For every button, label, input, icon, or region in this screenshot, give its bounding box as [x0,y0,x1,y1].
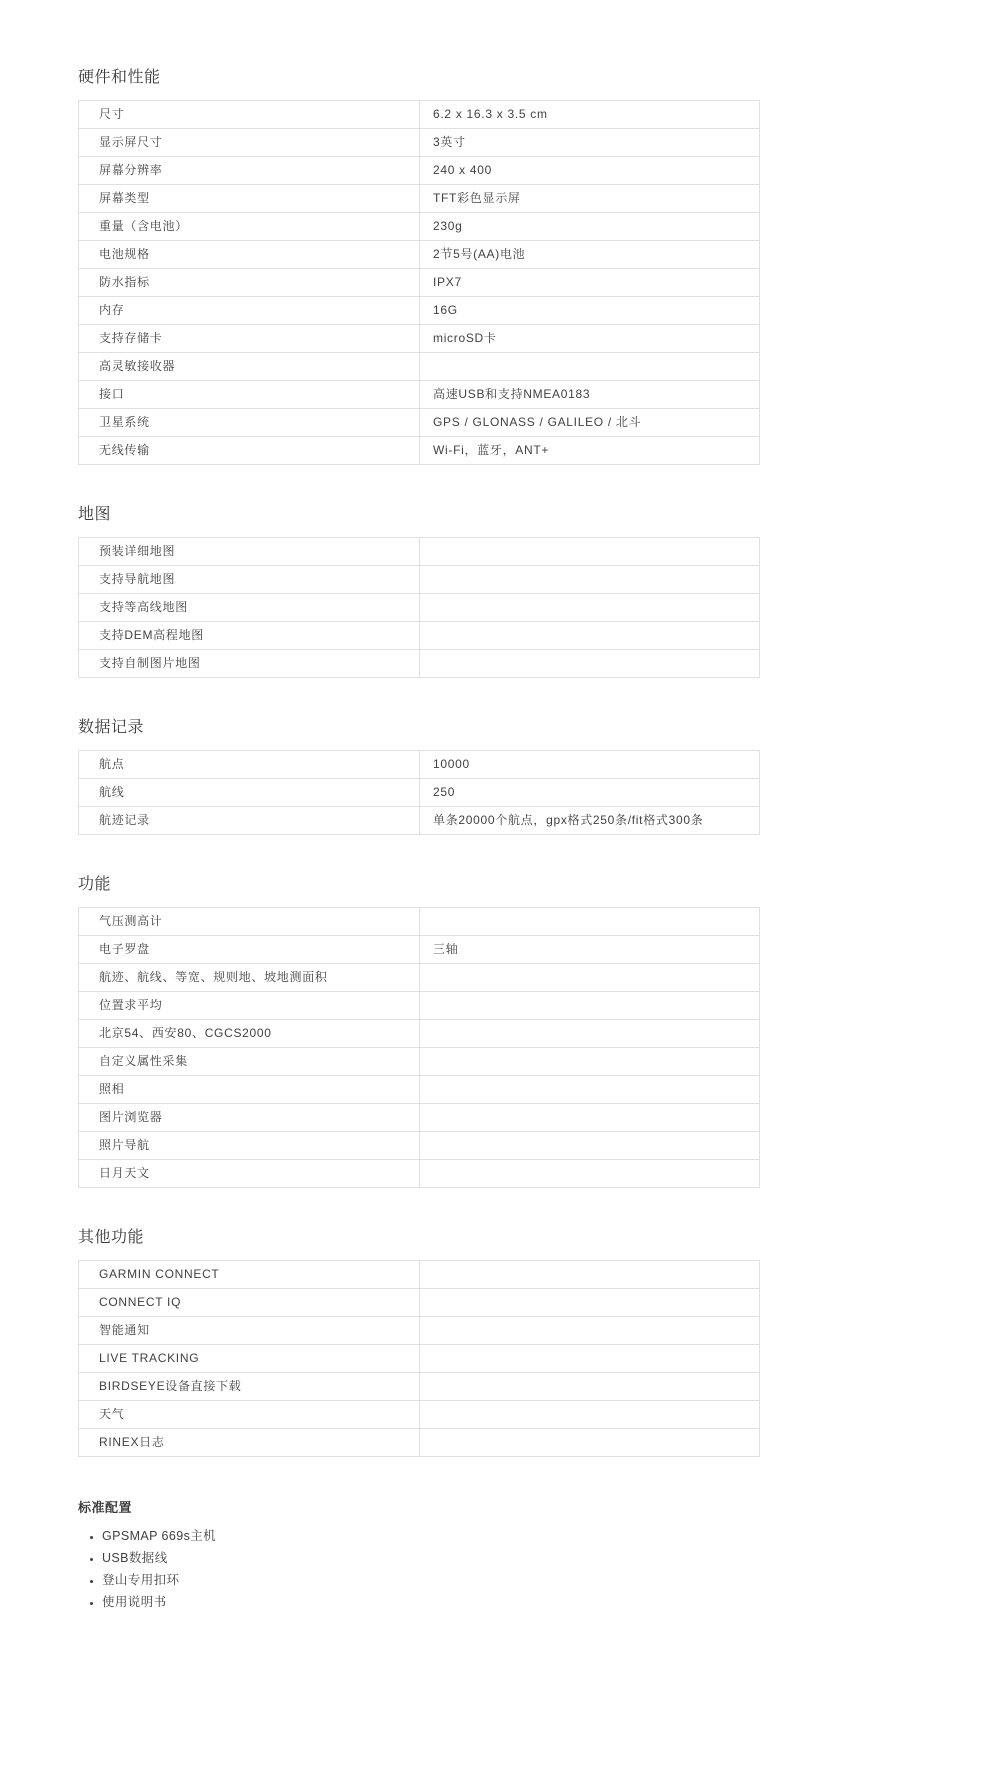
spec-row-value [419,1076,759,1103]
spec-row [79,650,759,678]
spec-row [79,1289,759,1317]
spec-row-label: 支持DEM高程地图 [99,628,204,642]
spec-row-label: 北京54、西安80、CGCS2000 [99,1026,272,1040]
spec-row-value [419,1345,759,1372]
spec-row-label: 支持等高线地图 [99,600,188,614]
spec-row-value: IPX7 [419,269,759,296]
spec-row [79,538,759,566]
spec-row-value: TFT彩色显示屏 [419,185,759,212]
spec-row-value [419,566,759,593]
section-title: 硬件和性能 [78,69,161,86]
section-title: 功能 [78,876,112,893]
spec-row-label: RINEX日志 [99,1435,165,1449]
spec-row [79,566,759,594]
spec-row-value [419,1373,759,1400]
spec-row-value: 240 x 400 [419,157,759,184]
spec-row-value [419,594,759,621]
spec-row [79,381,759,409]
spec-row [79,1160,759,1188]
spec-row-value: 3英寸 [419,129,759,156]
spec-row-value [419,1132,759,1159]
spec-row-value: 高速USB和支持NMEA0183 [419,381,759,408]
section-title: 其他功能 [78,1229,145,1246]
spec-row-value: 6.2 x 16.3 x 3.5 cm [419,101,759,128]
spec-row-label: 照片导航 [99,1138,150,1152]
spec-row [79,1048,759,1076]
spec-row-value [419,1429,759,1456]
spec-row [79,129,759,157]
spec-row-label: GARMIN CONNECT [99,1267,220,1281]
spec-sections [78,64,762,1457]
spec-row-label: 接口 [99,387,125,401]
spec-row-label: 支持存储卡 [99,331,163,345]
package-item: • USB数据线 [102,1550,762,1567]
spec-row-value: 16G [419,297,759,324]
spec-row [79,1261,759,1289]
spec-row-label: 重量（含电池） [99,219,188,233]
spec-row-label: 卫星系统 [99,415,150,429]
spec-row [79,437,759,465]
spec-row-value [419,964,759,991]
spec-row [79,1020,759,1048]
spec-row [79,1104,759,1132]
spec-row [79,1373,759,1401]
spec-row-label: 航迹、航线、等宽、规则地、坡地测面积 [99,970,328,984]
spec-row [79,751,759,779]
spec-row-label: 屏幕分辨率 [99,163,163,177]
spec-row-value: microSD卡 [419,325,759,352]
spec-row-value [419,1261,759,1288]
spec-table [78,537,760,678]
spec-row-value: Wi-Fi，蓝牙，ANT+ [419,437,759,464]
spec-table [78,1260,760,1457]
spec-table [78,907,760,1188]
spec-row-value [419,622,759,649]
spec-row-label: 日月天文 [99,1166,150,1180]
spec-row [79,353,759,381]
spec-row-value [419,650,759,677]
spec-row [79,297,759,325]
spec-row-value [419,1104,759,1131]
spec-row [79,807,759,835]
spec-row [79,936,759,964]
spec-row-value: 三轴 [419,936,759,963]
spec-row [79,325,759,353]
spec-row-value: GPS / GLONASS / GALILEO / 北斗 [419,409,759,436]
spec-row [79,1345,759,1373]
spec-row [79,1132,759,1160]
spec-row [79,594,759,622]
section-title: 地图 [78,506,112,523]
spec-row-label: 无线传输 [99,443,150,457]
spec-row-label: 图片浏览器 [99,1110,163,1124]
spec-row-label: 照相 [99,1082,125,1096]
spec-row [79,213,759,241]
spec-row-value: 230g [419,213,759,240]
spec-row-label: 电子罗盘 [99,942,150,956]
package-item: • GPSMAP 669s主机 [102,1528,762,1545]
spec-row-value [419,908,759,935]
spec-row-value [419,1048,759,1075]
package-item: • 登山专用扣环 [102,1572,762,1589]
spec-row-value [419,1401,759,1428]
spec-row [79,1429,759,1457]
spec-row [79,101,759,129]
spec-row-label: 气压测高计 [99,914,163,928]
spec-row [79,1317,759,1345]
spec-row-label: 航点 [99,757,125,771]
spec-row-label: 防水指标 [99,275,150,289]
spec-row-label: LIVE TRACKING [99,1351,200,1365]
spec-row-label: 航迹记录 [99,813,150,827]
spec-row [79,409,759,437]
spec-row-value: 10000 [419,751,759,778]
spec-row-label: 尺寸 [99,107,125,121]
package-title: 标准配置 [78,1500,133,1515]
spec-row-value: 单条20000个航点，gpx格式250条/fit格式300条 [419,807,759,834]
spec-row [79,992,759,1020]
spec-row-label: 显示屏尺寸 [99,135,163,149]
spec-row [79,1401,759,1429]
spec-row-value [419,992,759,1019]
spec-row-value [419,538,759,565]
spec-row-label: 智能通知 [99,1323,150,1337]
spec-row [79,241,759,269]
spec-row-label: 航线 [99,785,125,799]
spec-row-label: BIRDSEYE设备直接下载 [99,1379,242,1393]
package-section [78,1497,762,1611]
spec-row [79,908,759,936]
spec-row [79,1076,759,1104]
spec-row-label: 自定义属性采集 [99,1054,188,1068]
spec-row-value [419,1160,759,1187]
spec-table [78,750,760,835]
spec-row-label: 支持导航地图 [99,572,176,586]
spec-row-label: 电池规格 [99,247,150,261]
spec-row-value: 250 [419,779,759,806]
spec-row-value [419,353,759,380]
spec-row-value: 2节5号(AA)电池 [419,241,759,268]
spec-row [79,269,759,297]
spec-row-label: 位置求平均 [99,998,163,1012]
spec-row-label: 高灵敏接收器 [99,359,176,373]
spec-row-label: 内存 [99,303,125,317]
spec-row-label: CONNECT IQ [99,1295,182,1309]
spec-row [79,779,759,807]
spec-row-label: 天气 [99,1407,125,1421]
spec-row [79,157,759,185]
section-title: 数据记录 [78,719,145,736]
spec-row-value [419,1317,759,1344]
package-item: • 使用说明书 [102,1594,762,1611]
spec-table [78,100,760,465]
spec-row-label: 预装详细地图 [99,544,176,558]
package-list [78,1528,762,1611]
spec-row [79,622,759,650]
spec-row [79,185,759,213]
spec-row [79,964,759,992]
spec-row-label: 屏幕类型 [99,191,150,205]
spec-row-label: 支持自制图片地图 [99,656,201,670]
spec-row-value [419,1020,759,1047]
spec-row-value [419,1289,759,1316]
